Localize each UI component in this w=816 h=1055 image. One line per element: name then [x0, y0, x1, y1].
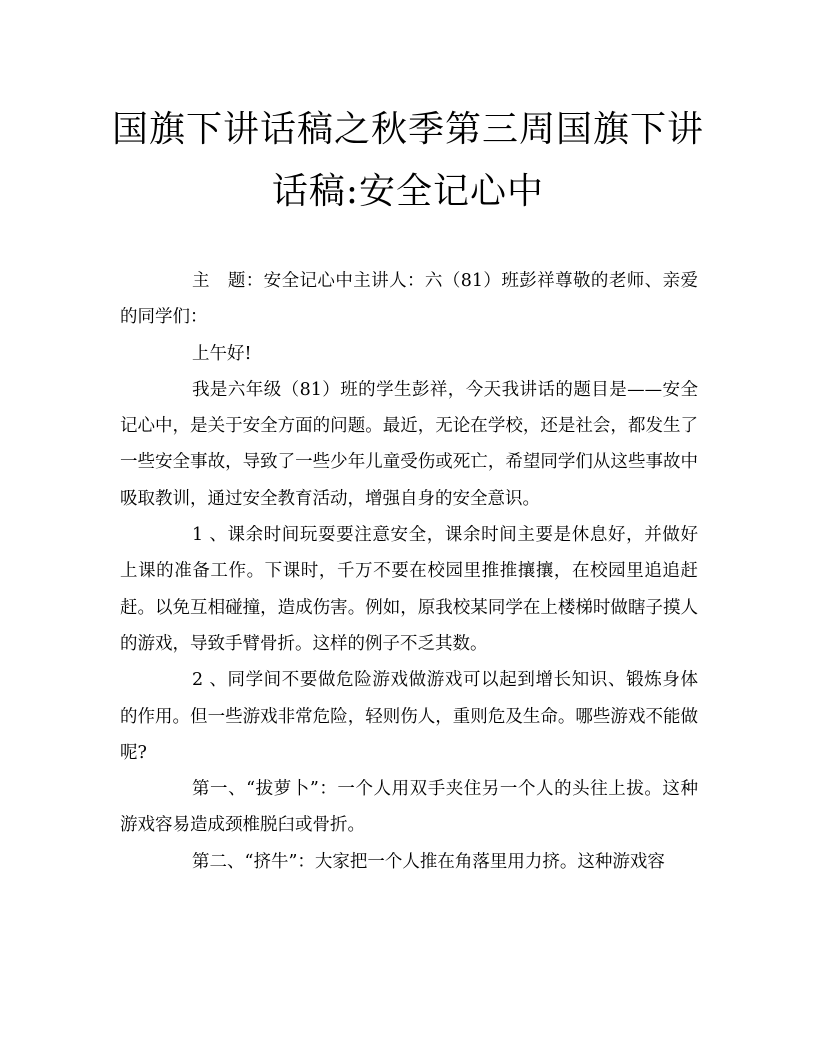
- paragraph-point-2: 2 、同学间不要做危险游戏做游戏可以起到增长知识、锻炼身体的作用。但一些游戏非常危险，轻则伤人，重则危及生命。哪些游戏不能做呢?: [120, 670, 698, 763]
- paragraph-intro: 我是六年级（81）班的学生彭祥，今天我讲话的题目是——安全记心中，是关于安全方面的问题。最近，无论在学校，还是社会，都发生了一些安全事故，导致了一些少年儿童受伤或死亡，希望同学们从这些事故中吸取教训，通过安全教育活动，增强自身的安全意识。: [120, 379, 698, 509]
- document-title-line-1: 国旗下讲话稿之秋季第三周国旗下讲: [111, 109, 704, 150]
- paragraph-topic: 主 题：安全记心中主讲人：六（81）班彭祥尊敬的老师、亲爱的同学们：: [120, 271, 698, 328]
- paragraph-game-1: 第一、“拔萝卜”：一个人用双手夹住另一个人的头往上拔。这种游戏容易造成颈椎脱臼或骨折。: [120, 779, 698, 836]
- paragraph-game-2: 第二、“挤牛”：大家把一个人推在角落里用力挤。这种游戏容: [192, 851, 665, 872]
- document-body: [120, 263, 698, 880]
- document-title-line-2: 话稿:安全记心中: [271, 171, 545, 212]
- paragraph-point-1: 1 、课余时间玩耍要注意安全，课余时间主要是休息好，并做好上课的准备工作。下课时，千万不要在校园里推推攘攘，在校园里追追赶赶。以免互相碰撞，造成伤害。例如，原我校某同学在上楼梯时做瞎子摸人的游戏，导致手臂骨折。这样的例子不乏其数。: [120, 525, 698, 654]
- paragraph-greeting: 上午好!: [192, 343, 252, 364]
